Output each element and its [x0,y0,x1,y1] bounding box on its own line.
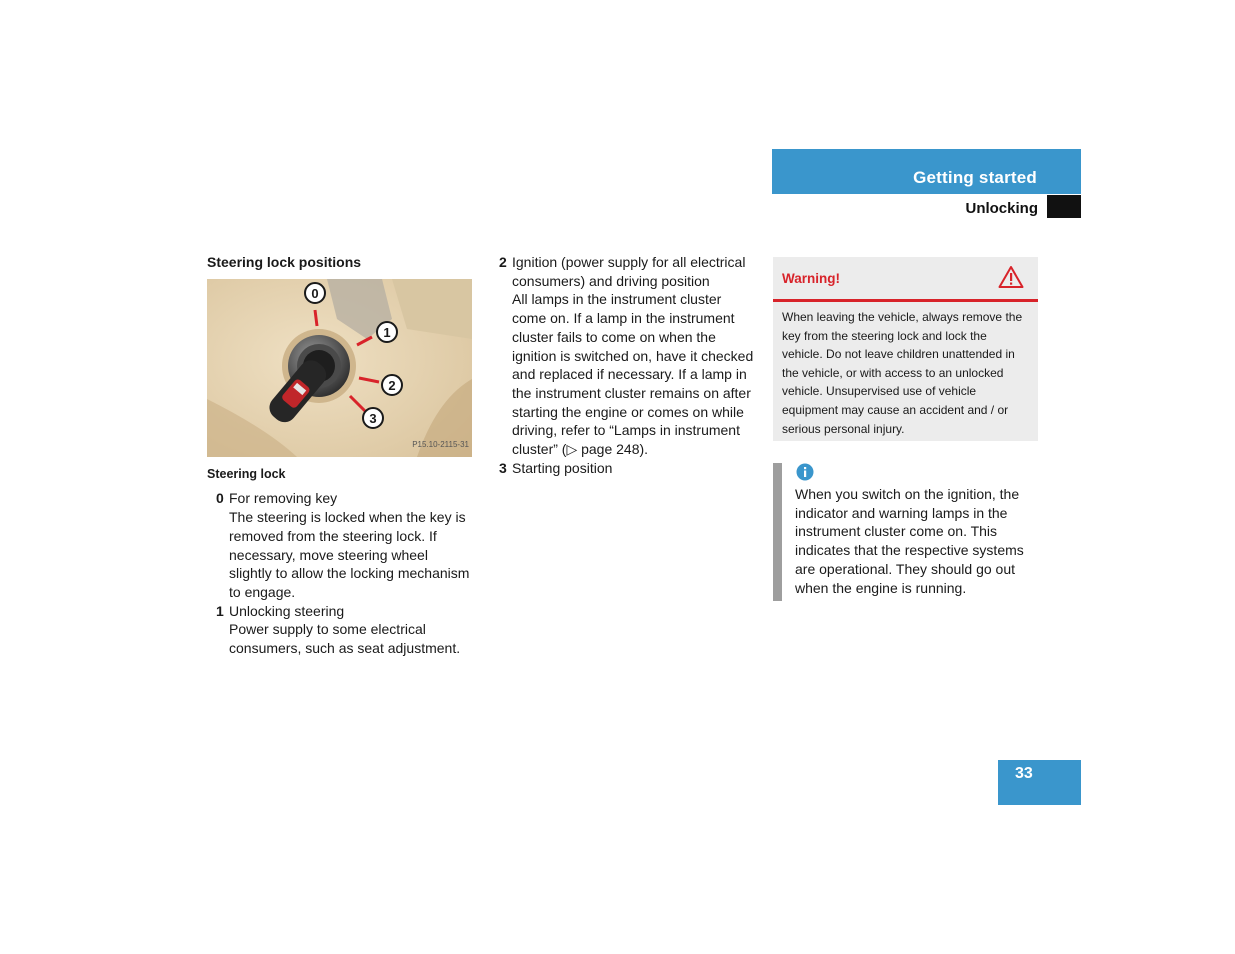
list-item-position-1 [207,602,473,658]
warning-text: When leaving the vehicle, always remove the key from the steering lock and lock the vehicle. Do not leave children unattended in the vehicle, or with access to an unlocked vehicle. Unsupervised use of vehicle equipment may cause an accident and / or serious personal injury. [782,310,1023,436]
figure-caption: Steering lock [207,466,286,481]
info-icon [796,463,814,486]
page-number: 33 [1015,765,1033,782]
page-number-tab [998,760,1081,805]
steering-lock-illustration [207,279,472,457]
list-item-position-2 [499,253,757,459]
warning-triangle-icon [998,265,1024,294]
section-header [772,195,1081,218]
section-title: Steering lock positions [207,254,362,270]
warning-header [773,257,1038,302]
section-marker-block [1047,195,1081,218]
svg-text:0: 0 [311,285,319,301]
figure-code: P15.10-2115-31 [412,440,469,449]
position-label-1 [377,322,397,342]
item-number: 1 [216,602,224,619]
position-label-2 [382,375,402,395]
chapter-title: Getting started [913,168,1037,187]
warning-title: Warning! [782,271,840,286]
chapter-header [772,149,1081,194]
item-number: 0 [216,490,224,507]
list-item-position-3 [499,459,757,478]
item-title: For removing key [229,490,338,507]
item-text: Power supply to some electrical consumers, such as seat adjustment. [229,621,461,657]
left-column [207,253,473,658]
item-title: Unlocking steering [229,602,345,619]
item-number: 3 [499,459,507,476]
note-text: When you switch on the ignition, the indicator and warning lamps in the instrument cluster come on. This indicates that the respective systems are operational. They should go out when the engine is running. [795,486,1024,596]
item-text: The steering is locked when the key is removed from the steering lock. If necessary, move steering wheel slightly to allow the locking mechanism to engage. [229,509,470,600]
item-title: Starting position [512,459,613,476]
middle-column [499,253,757,477]
item-number: 2 [499,254,507,270]
svg-text:1: 1 [383,324,391,340]
note-side-bar [773,463,782,601]
position-label-0 [305,283,325,303]
svg-text:3: 3 [369,410,377,426]
item-text: All lamps in the instrument cluster come on. If a lamp in the instrument cluster fails to come on when the ignition is switched on, have it checked and replaced if necessary. If a lamp in the instrument cluster remains on after starting the engine or comes on while driving, refer to “Lamps in instrument cluster” (▷ page 248). [512,291,754,458]
position-label-3 [363,408,383,428]
info-note [773,463,1041,601]
steering-lock-figure [207,279,472,457]
list-item-position-0 [207,489,473,601]
section-subtitle: Unlocking [965,200,1038,217]
item-title: Ignition (power supply for all electrical consumers) and driving position [512,254,746,289]
warning-box [773,257,1038,441]
svg-text:2: 2 [388,377,396,393]
